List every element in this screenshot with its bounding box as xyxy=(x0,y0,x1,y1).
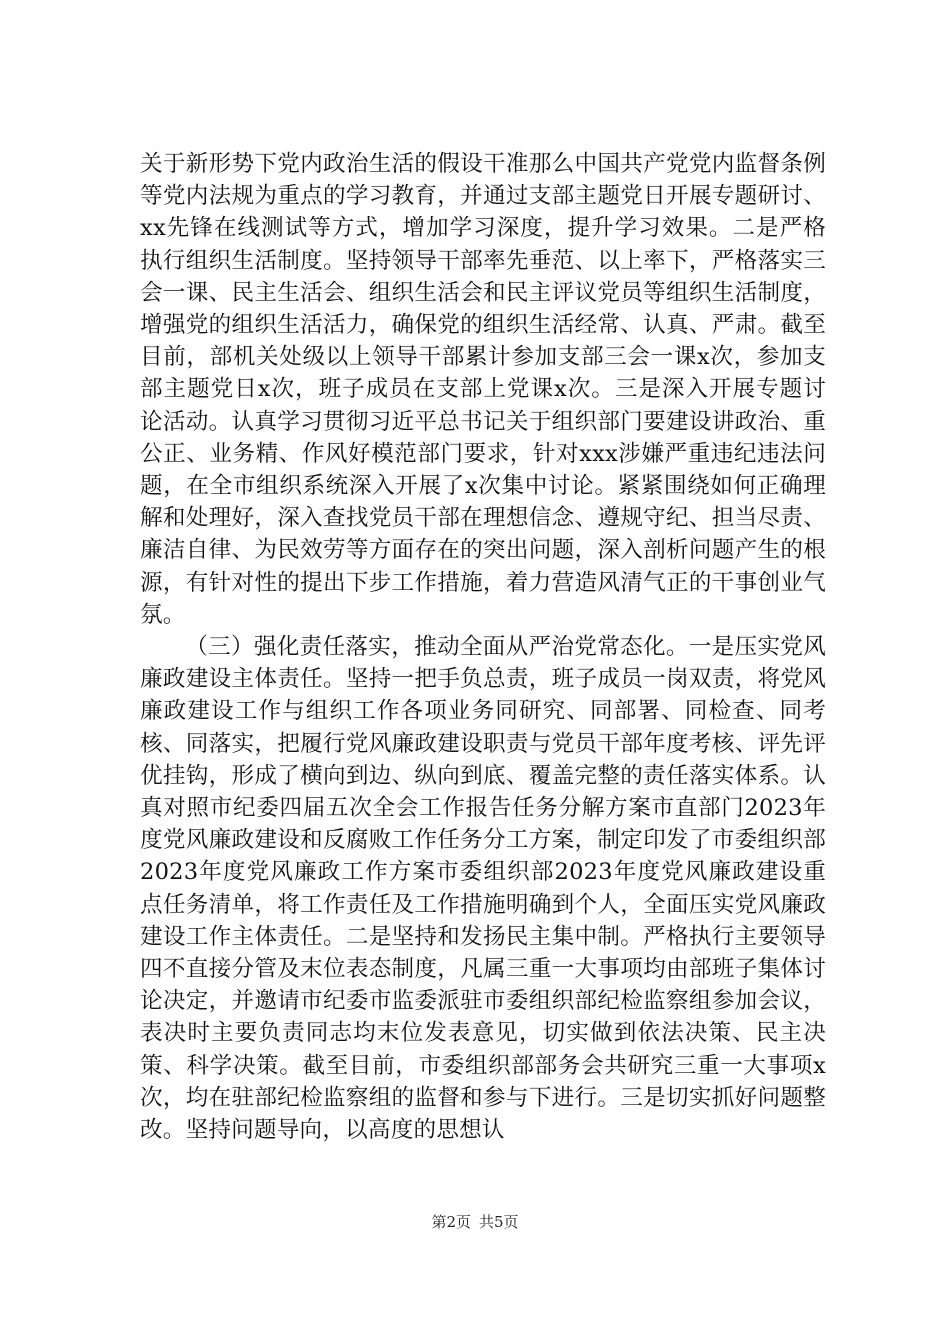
paragraph-2: （三）强化责任落实，推动全面从严治党常态化。一是压实党风廉政建设主体责任。坚持一把手负总责，班子成员一岗双责，将党风廉政建设工作与组织工作各项业务同研究、同部署、同检查、同考核、同落实，把履行党风廉政建设职责与党员干部年度考核、评先评优挂钩，形成了横向到边、纵向到底、覆盖完整的责任落实体系。认真对照市纪委四届五次全会工作报告任务分解方案市直部门2023年度党风廉政建设和反腐败工作任务分工方案，制定印发了市委组织部2023年度党风廉政工作方案市委组织部2023年度党风廉政建设重点任务清单，将工作责任及工作措施明确到个人，全面压实党风廉政建设工作主体责任。二是坚持和发扬民主集中制。严格执行主要领导四不直接分管及末位表态制度，凡属三重一大事项均由部班子集体讨论决定，并邀请市纪委市监委派驻市委组织部纪检监察组参加会议，表决时主要负责同志均末位发表意见，切实做到依法决策、民主决策、科学决策。截至目前，市委组织部部务会共研究三重一大事项x次，均在驻部纪检监察组的监督和参与下进行。三是切实抓好问题整改。坚持问题导向，以高度的思想认 xyxy=(140,634,826,1144)
page-number: 第2页 xyxy=(431,1213,471,1231)
page-total: 共5页 xyxy=(479,1213,519,1231)
paragraph-1: 关于新形势下党内政治生活的假设干准那么中国共产党党内监督条例等党内法规为重点的学习教育，并通过支部主题党日开展专题研讨、xx先锋在线测试等方式，增加学习深度，提升学习效果。二是严格执行组织生活制度。坚持领导干部率先垂范、以上率下，严格落实三会一课、民主生活会、组织生活会和民主评议党员等组织生活制度，增强党的组织生活活力，确保党的组织生活经常、认真、严肃。截至目前，部机关处级以上领导干部累计参加支部三会一课x次，参加支部主题党日x次，班子成员在支部上党课x次。三是深入开展专题讨论活动。认真学习贯彻习近平总书记关于组织部门要建设讲政治、重公正、业务精、作风好模范部门要求，针对xxx涉嫌严重违纪违法问题，在全市组织系统深入开展了x次集中讨论。紧紧围绕如何正确理解和处理好，深入查找党员干部在理想信念、遵规守纪、担当尽责、廉洁自律、为民效劳等方面存在的突出问题，深入剖析问题产生的根源，有针对性的提出下步工作措施，着力营造风清气正的干事创业气氛。 xyxy=(140,151,826,628)
document-body xyxy=(140,148,826,1146)
page-footer xyxy=(0,1212,950,1232)
